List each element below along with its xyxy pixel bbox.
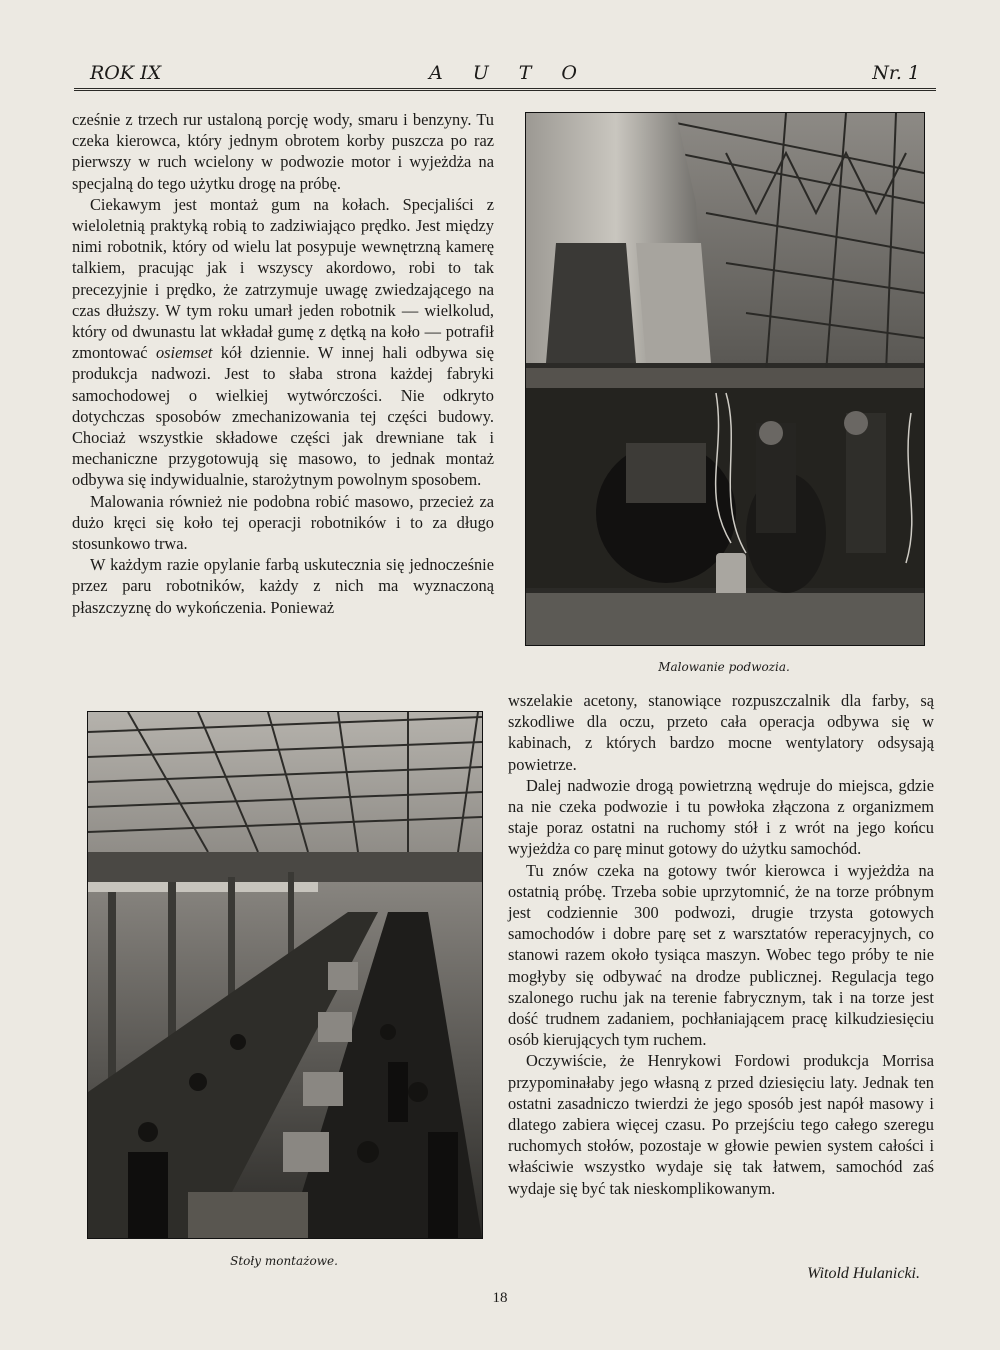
paragraph: Dalej nadwozie drogą powietrzną wędruje do miejsca, gdzie na nie czeka podwozie i tu powłoka złączona z organizmem staje poraz ostatni na ruchomy stół i z wrót na jego końcu wyjeżdża co parę minut gotowy do użytku samochód. <box>508 775 934 859</box>
author-signature: Witold Hulanicki. <box>807 1265 920 1282</box>
photo-chassis-painting <box>525 112 925 646</box>
caption-assembly-tables: Stoły montażowe. <box>230 1254 338 1268</box>
page-number: 18 <box>492 1290 508 1306</box>
header-issue-number: Nr. 1 <box>872 62 920 84</box>
header-volume: ROK IX <box>90 62 162 84</box>
right-text-column <box>508 690 934 1199</box>
paragraph: wszelakie acetony, stanowiące rozpuszczalnik dla farby, są szkodliwe dla oczu, przeto cała operacja odbywa się w kabinach, z których bardzo mocne wentylatory odsysają powietrze. <box>508 691 934 774</box>
running-header <box>74 60 936 91</box>
paragraph: Tu znów czeka na gotowy twór kierowca i wyjeżdża na ostatnią próbę. Trzeba sobie uprzytomnić, że na torze próbnym jest codziennie 300 podwozi, drugie trzysta gotowych samochodów i dobre parę set z warsztatów reperacyjnych, co stanowi razem około tysiąca maszyn. Wobec tego próby te nie mogłyby się odbywać na drodze publicznej. Regulacja tego szalonego ruchu jak na terenie fabrycznym, tak i na torze jest dość trudnem zadaniem, pochłaniającem pracę kilkudziesięciu osób kierujących tym ruchem. <box>508 860 934 1050</box>
paragraph: cześnie z trzech rur ustaloną porcję wody, smaru i benzyny. Tu czeka kierowca, który jednym obrotem korby puszcza po raz pierwszy w ruch wcielony w podwozie motor i wyjeżdża na specjalną do tego użytku drogę na próbę. <box>72 110 494 193</box>
paragraph: W każdym razie opylanie farbą uskutecznia się jednocześnie przez paru robotników, każdy z nich ma wyznaczoną płaszczyznę do wykończenia. Ponieważ <box>72 555 494 617</box>
paragraph: Ciekawym jest montaż gum na kołach. Specjaliści z wieloletnią praktyką robią to zadziwiająco prędko. Jest między nimi robotnik, który od wielu lat posypuje wewnętrzną kamerę talkiem, pracując jak i wszyscy akordowo, robi to tak precezyjnie i prędko, że zatrzymuje uwagę zwiedzającego na czas dłuższy. W tym roku umarł jeden robotnik — wielkolud, który od dwunastu lat wkładał gumę z dętką na koło — potrafił zmontować osiemset kół dziennie. W innej hali odbywa się produkcja nadwozi. Jest to słaba strona każdej fabryki samochodowej o wielkiej wytwórczości. Nie odkryto dotychczas sposobów zmechanizowania tej części budowy. Chociaż wszystkie składowe części jak drewniane tak i mechaniczne przygotowują się masowo, to jednak montaż odbywa się indywidualnie, starożytnym powolnym sposobem. <box>72 194 494 490</box>
photo-assembly-tables <box>87 711 483 1239</box>
paragraph: Oczywiście, że Henrykowi Fordowi produkcja Morrisa przypominałaby jego własną z przed dziesięciu laty. Jednak ten ostatni zasadniczo twierdzi że jego sposób jest napół masowy i dlatego zabiera więcej czasu. Po przejściu tego całego szeregu ruchomych stołów, pozostaje w głowie pewien system całości i właściwie wszystko wydaje się tak łatwem, samochód zaś wydaje się być tak nieskomplikowanym. <box>508 1051 934 1198</box>
paragraph: Malowania również nie podobna robić masowo, przecież za dużo kręci się koło tej operacji robotników i to za długo stosunkowo trwa. <box>72 491 494 554</box>
emphasis: osiemset <box>155 343 213 363</box>
header-magazine-title: AUTO <box>429 62 607 84</box>
left-text-column <box>72 109 494 618</box>
caption-chassis-painting: Malowanie podwozia. <box>658 660 790 674</box>
